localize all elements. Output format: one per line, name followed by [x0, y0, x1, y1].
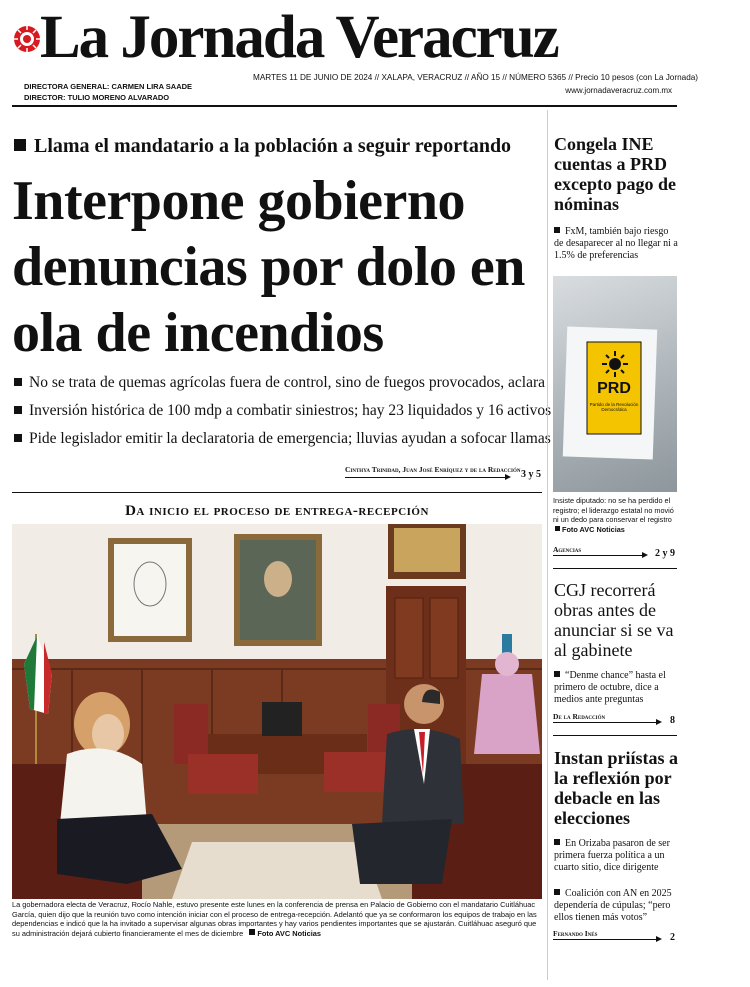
photo-story-heading[interactable]: Da inicio el proceso de entrega-recepción: [125, 503, 429, 519]
square-bullet-icon: [555, 526, 560, 531]
side-story-1-title[interactable]: Congela INE cuentas a PRD excepto pago de nóminas: [554, 134, 676, 214]
director: DIRECTOR: TULIO MORENO ALVARADO: [24, 93, 170, 102]
website-link[interactable]: www.jornadaveracruz.com.mx: [565, 86, 672, 95]
photo-credit: Foto AVC Noticias: [257, 928, 321, 938]
side-story-1-photo-credit: Foto AVC Noticias: [562, 524, 625, 534]
square-bullet-icon: [554, 227, 560, 233]
main-headline[interactable]: Interpone gobierno denuncias por dolo en ola de incendios: [12, 170, 525, 364]
side-story-3-page-ref[interactable]: 2: [670, 932, 675, 943]
main-page-ref[interactable]: 3 y 5: [521, 469, 541, 480]
prd-logo-subtext: Partido de la Revolución Democrática: [589, 402, 639, 412]
square-bullet-icon: [554, 671, 560, 677]
main-bullet-1: No se trata de quemas agrícolas fuera de control, sino de fuegos provocados, aclara: [14, 374, 545, 392]
photo-caption-text: La gobernadora electa de Veracruz, Rocío Nahle, estuvo presente este lunes en la conferencia de prensa en Palacio de Gobierno con el mandatario Cuitláhuac García, quien dijo que la reunión tuvo como intención iniciar con el proceso de entrega-recepción. Adelantó que ya se conformaron los equipos de trabajo en las dependencias e indicó que la ha invitado a supervisar algunas obras importantes y hay varios pendientes importantes que se ajustarán. Cuitláhuac aseguró que su administración dejará cubierto financieramente el mes de diciembre: [12, 900, 537, 938]
side-story-2-credit: De la Redacción: [553, 712, 606, 721]
masthead-title: La Jornada Veracruz: [40, 4, 558, 71]
meeting-photo: [12, 524, 542, 899]
newspaper-logo-icon: [12, 24, 42, 54]
sun-logo-icon: [602, 351, 628, 377]
credit-rule: [553, 555, 645, 556]
prd-photo: [553, 276, 677, 492]
masthead-divider: [12, 105, 677, 107]
arrow-icon: [656, 936, 662, 942]
main-credit: Cinthya Trinidad, Juan José Enríquez y de la Redacción: [345, 465, 521, 474]
square-bullet-icon: [14, 139, 26, 151]
side-divider: [553, 735, 677, 736]
side-story-1-summary: FxM, también bajo riesgo de desaparecer al no llegar ni a 1.5% de preferencias: [554, 226, 678, 261]
photo-caption: [12, 900, 542, 938]
arrow-icon: [505, 474, 511, 480]
main-kicker-text: Llama el mandatario a la población a seguir reportando: [34, 135, 512, 157]
side-story-2-title[interactable]: CGJ recorrerá obras antes de anunciar si se va al gabinete: [554, 580, 674, 660]
section-divider: [12, 492, 542, 493]
side-story-3-credit: Fernando Inés: [553, 929, 598, 938]
side-story-2-page-ref[interactable]: 8: [670, 715, 675, 726]
square-bullet-icon: [14, 406, 22, 414]
arrow-icon: [642, 552, 648, 558]
side-story-3-bullet-1: En Orizaba pasaron de ser primera fuerza política a un cuarto sitio, dice dirigente: [554, 838, 670, 873]
prd-logo-text: PRD: [597, 380, 631, 397]
side-story-2-summary: “Denme chance” hasta el primero de octubre, dice a medios ante preguntas: [554, 670, 666, 705]
side-divider: [553, 568, 677, 569]
side-story-3-title[interactable]: Instan priístas a la reflexión por debacle en las elecciones: [554, 748, 679, 828]
square-bullet-icon: [249, 929, 255, 935]
director-general: DIRECTORA GENERAL: CARMEN LIRA SAADE: [24, 82, 193, 91]
side-story-3-bullet-2: Coalición con AN en 2025 dependería de cúpulas; “pero ellos tienen más votos”: [554, 888, 672, 923]
side-story-1-page-ref[interactable]: 2 y 9: [655, 548, 675, 559]
column-divider: [547, 110, 548, 980]
main-kicker: [14, 135, 511, 158]
credit-rule: [553, 722, 658, 723]
side-story-1-photo-caption: Insiste diputado: no se ha perdido el registro; el liderazgo estatal no movió ni un dedo para conservar el registro Foto AVC Noticias: [553, 496, 674, 534]
square-bullet-icon: [554, 889, 560, 895]
square-bullet-icon: [14, 434, 22, 442]
main-bullet-2: Inversión histórica de 100 mdp a combatir siniestros; hay 23 liquidados y 16 activos: [14, 402, 551, 420]
main-bullet-3: Pide legislador emitir la declaratoria de emergencia; lluvias ayudan a sofocar llamas: [14, 430, 551, 448]
credit-rule: [345, 477, 508, 478]
credit-rule: [553, 939, 658, 940]
side-story-1-credit: Agencias: [553, 545, 582, 554]
arrow-icon: [656, 719, 662, 725]
dateline: MARTES 11 DE JUNIO DE 2024 // XALAPA, VERACRUZ // AÑO 15 // NÚMERO 5365 // Precio 10 pesos (con La Jornada): [253, 73, 699, 82]
square-bullet-icon: [14, 378, 22, 386]
square-bullet-icon: [554, 839, 560, 845]
